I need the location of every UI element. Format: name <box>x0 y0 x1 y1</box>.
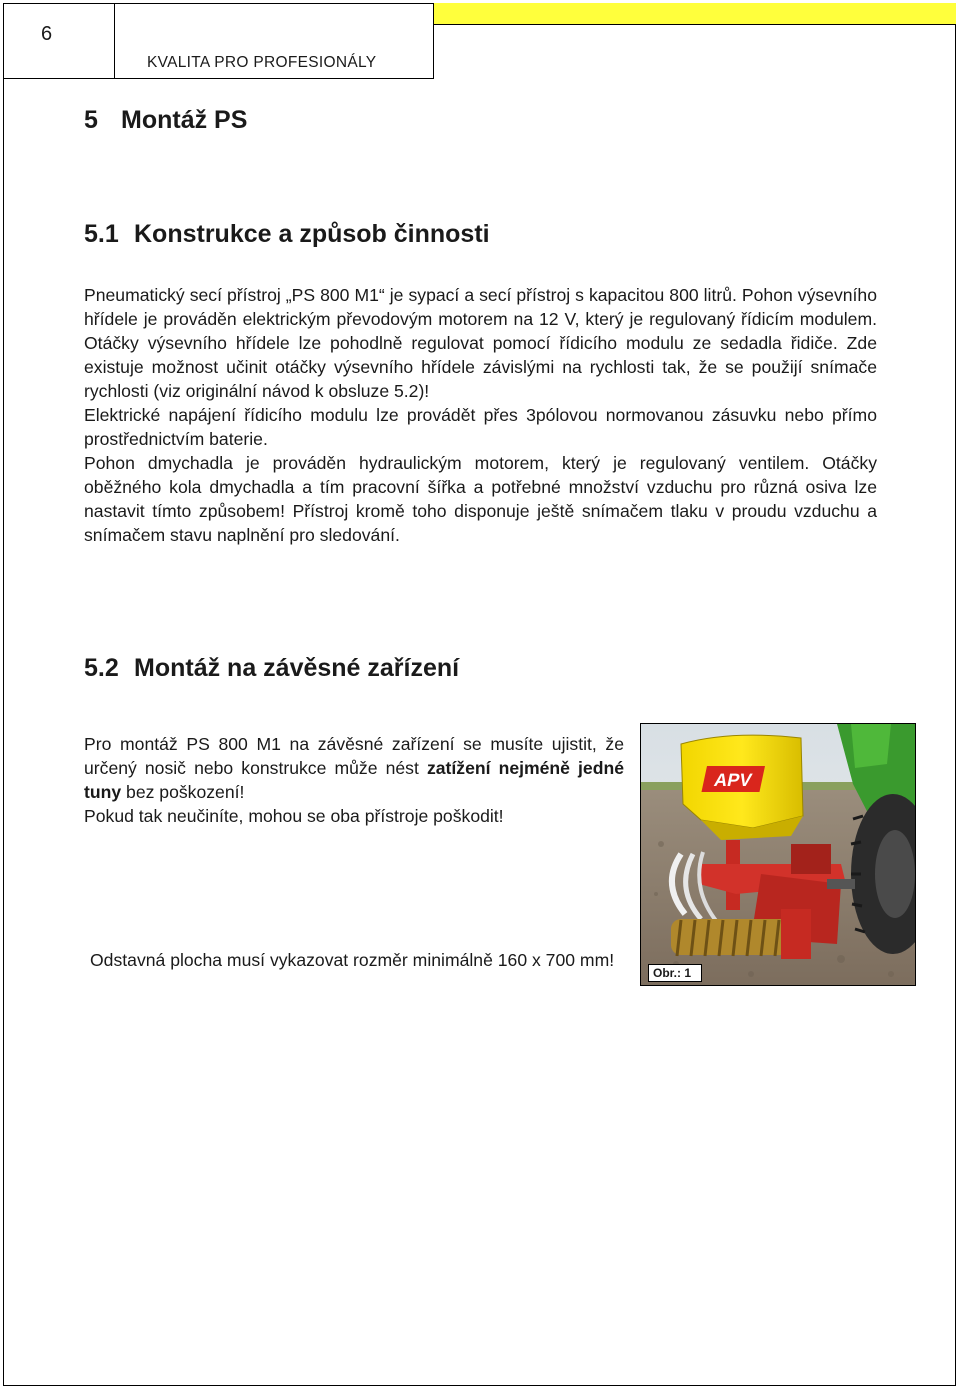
paragraph: Pneumatický secí přístroj „PS 800 M1“ je sypací a secí přístroj s kapacitou 800 litrů. Pohon výsevního hřídele je prováděn elektrickým převodovým motorem na 12 V, který je regulovaný řídicím modulem. Otáčky výsevního hřídele lze pohodlně regulovat pomocí řídicího modulu ze sedadla řidiče. Zde existuje možnost učinit otáčky výsevního hřídele závislými na rychlosti tak, že se použijí snímače rychlosti (viz originální návod k obsluze 5.2)! <box>84 285 877 401</box>
page-number: 6 <box>41 23 53 45</box>
mounting-note: Pro montáž PS 800 M1 na závěsné zařízení se musíte ujistit, že určený nosič nebo konstrukce může nést zatížení nejméně jedné tuny bez poškození! <box>84 734 625 802</box>
warning-note: Pokud tak neučiníte, mohou se oba přístroje poškodit! <box>84 806 504 826</box>
header-title-cell <box>115 3 434 79</box>
paragraph: Pohon dmychadla je prováděn hydraulickým motorem, který je regulovaný ventilem. Otáčky oběžného kola dmychadla a tím pracovní šířka a potřebné množství vzduchu pro různá osiva lze nastavit tímto způsobem! Přístroj kromě toho disponuje ještě snímačem tlaku v proudu vzduchu a snímačem stavu naplnění pro sledování. <box>84 453 877 545</box>
figure-caption: Obr.: 1 <box>648 964 702 982</box>
section-5-heading: 5 Montáž PS <box>84 106 248 134</box>
figure-photo <box>640 723 916 986</box>
header-page-number-cell <box>3 3 115 79</box>
section-5-1-heading: 5.1 Konstrukce a způsob činnosti <box>84 220 490 248</box>
header-title: KVALITA PRO PROFESIONÁLY <box>147 54 377 71</box>
parking-note: Odstavná plocha musí vykazovat rozměr minimálně 160 x 700 mm! <box>90 950 615 970</box>
section-5-2-body <box>84 732 624 828</box>
apv-logo: APV <box>712 770 754 790</box>
seeder-illustration <box>641 724 916 986</box>
section-5-2-heading: 5.2 Montáž na závěsné zařízení <box>84 654 460 682</box>
paragraph: Elektrické napájení řídicího modulu lze provádět přes 3pólovou normovanou zásuvku nebo přímo prostřednictvím baterie. <box>84 405 877 449</box>
header-yellow-bar <box>434 3 956 25</box>
page-frame <box>3 3 956 1386</box>
section-5-1-body <box>84 283 877 547</box>
